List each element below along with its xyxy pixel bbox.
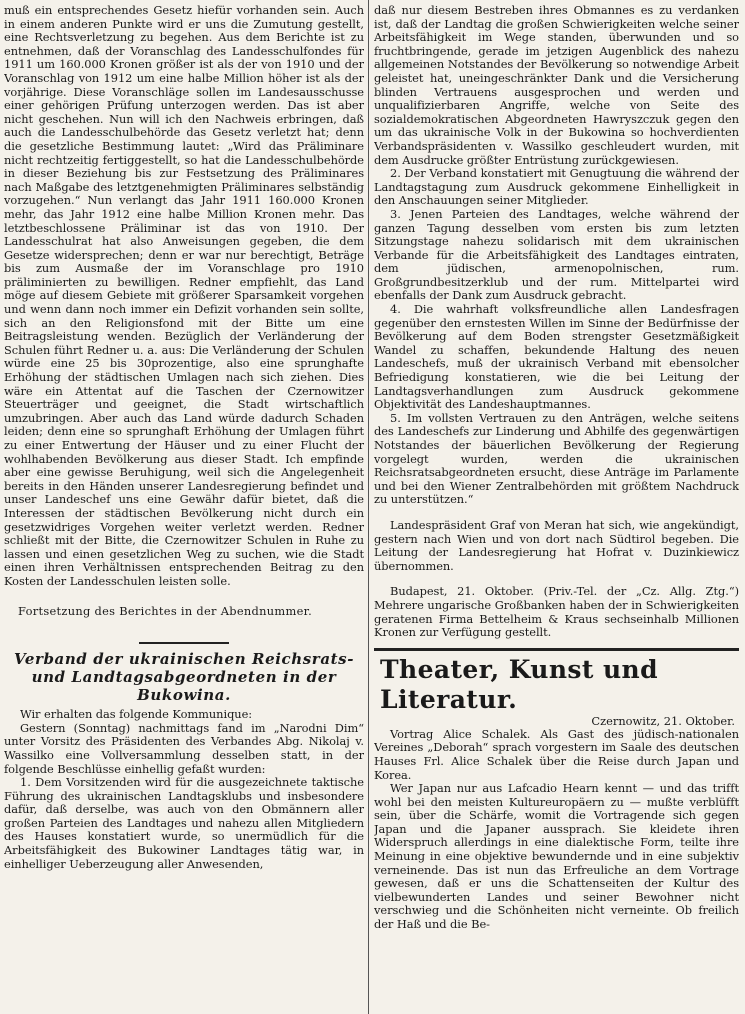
column-rule	[368, 0, 369, 1014]
section-paragraph: Gestern (Sonntag) nachmittags fand im „Narodni Dim“ unter Vorsitz des Präsidenten des Verbandes Abg. Nikolaj v. Wassilko eine Vollversammlung desselben statt, in der folgende Beschlüsse einhellig gefaßt wurden:	[4, 720, 364, 776]
article-text: 5. Im vollsten Vertrauen zu den Anträgen, welche seitens des Landeschefs zur Linderung und Abhilfe des gegenwärtigen Notstandes der bäuerlichen Bevölkerung der Regierung vorgelegt wurden, werden die ukrainischen Reichsratsabgeordneten ersucht, diese Anträge im Parlamente und bei den Wiener Zentralbehörden mit größtem Nachdruck zu unterstützen.“	[374, 410, 739, 507]
section-heading: Verband der ukrainischen Reichsrats- und Landtagsabgeordneten in der Bukowina.	[13, 650, 355, 705]
dateline: Czernowitz, 21. Oktober.	[591, 713, 735, 728]
article-text: 4. Die wahrhaft volksfreundliche allen Landesfragen gegenüber den ernstesten Willen im Sinne der Bedürfnisse der Bevölkerung auf dem Boden strengster Gesetzmäßigkeit Wandel zu schaffen, bekundende Haltung des neuen Landeschefs, muß der ukrainisch Verband mit ebensolcher Befriedigung konstatieren, wie die bei Leitung der Landtagsverhandlungen zum Ausdruck gekommene Objektivität des Landeshauptmannes.	[374, 302, 739, 412]
news-item: Budapest, 21. Oktober. (Priv.-Tel. der „Cz. Allg. Ztg.“) Mehrere ungarische Großbanken haben der in Schwierigkeiten geratenen Firma Bettelheim & Kraus sechseinhalb Millionen Kronen zur Verfügung gestellt.	[374, 584, 739, 640]
article-text: 2. Der Verband konstatiert mit Genugtuung die während der Landtagstagung zum Ausdruck gekommene Einhelligkeit in den Anschauungen seiner Mitglieder.	[374, 166, 739, 208]
section-separator	[139, 642, 229, 644]
theater-paragraph: Vortrag Alice Schalek. Als Gast des jüdisch-nationalen Vereines „Deborah“ sprach vorgestern im Saale des deutschen Hauses Frl. Alice Schalek über die Reise durch Japan und Korea.	[374, 726, 739, 782]
section-paragraph: 1. Dem Vorsitzenden wird für die ausgezeichnete taktische Führung des ukrainischen Landtagsklubs und insbesondere dafür, daß derselbe, was auch von den Obmännern aller großen Parteien des Landtages und nahezu allen Mitgliedern des Hauses konstatiert wurde, so unermüdlich für die Arbeitsfähigkeit des Bukowiner Landtages tätig war, in einhelliger Ueberzeugung aller Anwesenden,	[4, 775, 364, 871]
theater-paragraph: Wer Japan nur aus Lafcadio Hearn kennt — und das trifft wohl bei den meisten Kultureuropäern zu — mußte verblüfft sein, über die Schärfe, womit die Vortragende sich gegen Japan und die Japaner aussprach. Sie kleidete ihren Widerspruch allerdings in eine dialektische Form, teilte ihre Meinung in eine objektive bewundernde und in eine subjektiv verneinende. Das ist nun das Erfreuliche an dem Vortrage gewesen, daß er uns die Schattenseiten der Kultur des vielbewunderten Landes und seiner Bewohner nicht verschwieg und die Schönheiten nicht verneinte. Ob freilich der Haß und die Be-	[374, 781, 739, 932]
section-intro: Wir erhalten das folgende Kommunique:	[20, 707, 253, 722]
article-text: muß ein entsprechendes Gesetz hiefür vorhanden sein. Auch in einem anderen Punkte wird er uns die Zumutung gestellt, eine Rechtsverletzung zu begehen. Aus dem Berichte ist zu entnehmen, daß der Voranschlag des Landesschulfondes für 1911 um 160.000 Kronen größer ist als der von 1910 und der Voranschlag von 1912 um eine halbe Million höher ist als der vorjährige. Diese Voranschläge sollen im Landesausschusse einer gehörigen Prüfung unterzogen werden. Das ist aber nicht geschehen. Nun will ich den Nachweis erbringen, daß auch die Landesschulbehörde das Gesetz verletzt hat; denn die gesetzliche Bestimmung lautet: „Wird das Präliminare nicht rechtzeitig fertiggestellt, so hat die Landesschulbehörde in dieser Beziehung bis zur Festsetzung des Präliminares nach Maßgabe des letztgenehmigten Präliminares selbständig vorzugehen.“ Nun verlangt das Jahr 1911 160.000 Kronen mehr, das Jahr 1912 eine halbe Million Kronen mehr. Das letztbeschlossene Präliminar ist das von 1910. Der Landesschulrat hat also Anweisungen gegeben, die dem Gesetze widersprechen; denn er war nur berechtigt, Beträge bis zum Ausmaße der im Voranschlage pro 1910 präliminierten zu bewilligen. Redner empfiehlt, das Land möge auf diesem Gebiete mit größerer Sparsamkeit vorgehen und wenn dann noch immer ein Defizit vorhanden sein sollte, sich an den Religionsfond mit der Bitte um eine Beitragsleistung wenden. Bezüglich der Verländerung der Schulen führt Redner u. a. aus: Die Verländerung der Schulen würde eine 25 bis 30prozentige, also eine sprunghafte Erhöhung der städtischen Umlagen nach sich ziehen. Dies wäre ein Attentat auf die Taschen der Czernowitzer Steuerträger und geeignet, die Stadt wirtschaftlich umzubringen. Aber auch das Land würde dadurch Schaden leiden; denn eine so sprunghaft Erhöhung der Umlagen führt zu einer Entwertung der Häuser und zu einer Flucht der wohlhabenden Bevölkerung aus dieser Stadt. Ich empfinde aber eine gewisse Beruhigung, weil sich die Angelegenheit bereits in den Händen unserer Landesregierung befindet und unser Landeschef uns eine Gewähr dafür bietet, daß die Interessen der städtischen Bevölkerung nicht durch ein gesetzwidriges Vorgehen weiter verletzt werden. Redner schließt mit der Bitte, die Czernowitzer Schulen in Ruhe zu lassen und einen gesetzlichen Weg zu suchen, wie die Stadt einen ihren Verhältnissen entsprechenden Beitrag zu den Kosten der Landesschulen leisten solle.	[4, 4, 364, 588]
news-item: Landespräsident Graf von Meran hat sich, wie angekündigt, gestern nach Wien und von dort nach Südtirol begeben. Die Leitung der Landesregierung hat Hofrat v. Duzinkiewicz übernommen.	[374, 517, 739, 573]
section-rule	[374, 648, 739, 651]
article-text: 3. Jenen Parteien des Landtages, welche während der ganzen Tagung desselben vom ersten bis zum letzten Sitzungstage nahezu solidarisch mit dem ukrainischen Verbande für die Arbeitsfähigkeit des Landtages eintraten, dem jüdischen, armenopolnischen, rum. Großgrundbesitzerklub und der rum. Mittelpartei wird ebenfalls der Dank zum Ausdruck gebracht.	[374, 206, 739, 303]
article-text: daß nur diesem Bestreben ihres Obmannes es zu verdanken ist, daß der Landtag die großen Schwierigkeiten welche seiner Arbeitsfähigkeit im Wege standen, überwunden und so fruchtbringende, gerade im jetzigen Augenblick des nahezu allgemeinen Notstandes der Bevölkerung so notwendige Arbeit geleistet hat, uneingeschränkter Dank und die Versicherung blinden Vertrauens ausgesprochen und werden und unqualifizierbaren Angriffe, welche von Seite des sozialdemokratischen Abgeordneten Hawryszczuk gegen den um das ukrainische Volk in der Bukowina so hochverdienten Verbandspräsidenten v. Wassilko geschleudert wurden, mit dem Ausdrucke größter Entrüstung zurückgewiesen.	[374, 4, 739, 167]
left-column	[4, 4, 364, 1010]
theater-title: Theater, Kunst und Literatur.	[380, 654, 658, 714]
continuation-note: Fortsetzung des Berichtes in der Abendnummer.	[18, 603, 313, 618]
right-column	[374, 4, 739, 1010]
